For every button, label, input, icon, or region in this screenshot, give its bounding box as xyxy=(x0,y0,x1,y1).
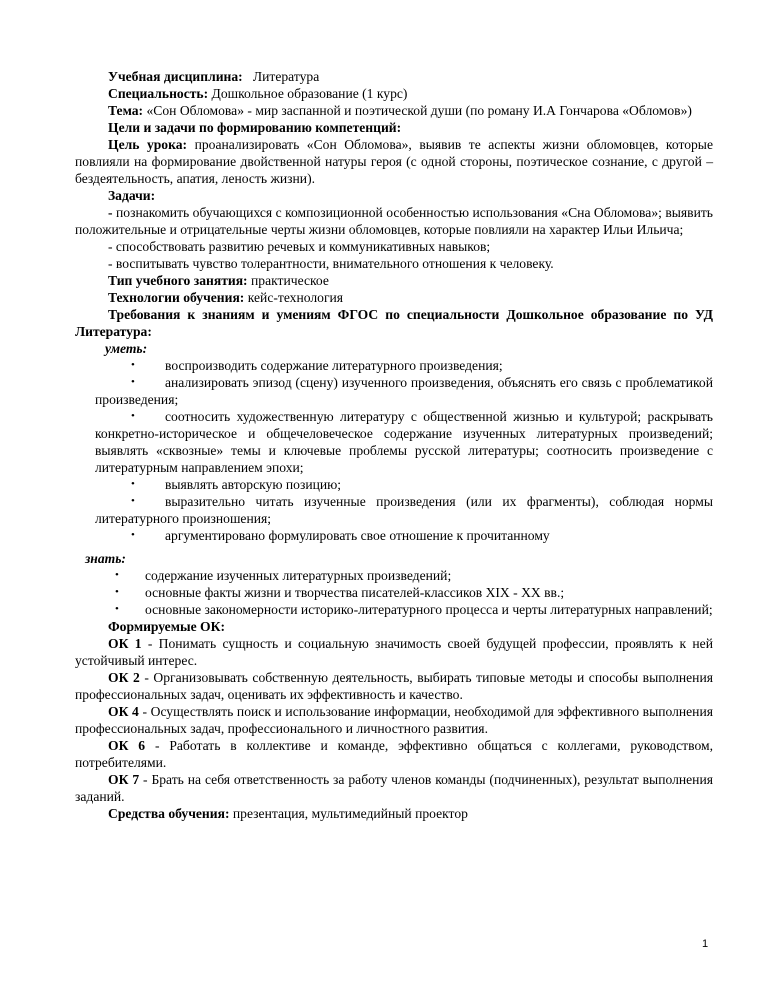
ok-heading: Формируемые ОК: xyxy=(108,619,225,634)
skills-list xyxy=(75,357,713,544)
knowledge-list xyxy=(75,567,713,618)
technology-line xyxy=(75,289,713,306)
goals-heading: Цели и задачи по формированию компетенций: xyxy=(108,120,402,135)
lesson-type-line xyxy=(75,272,713,289)
ok-code: ОК 1 xyxy=(108,636,142,651)
discipline-line xyxy=(75,68,713,85)
specialty-value: Дошкольное образование (1 курс) xyxy=(211,86,408,101)
ok-code: ОК 7 xyxy=(108,772,140,787)
ok-item xyxy=(75,635,713,669)
ok-text: - Брать на себя ответственность за работу членов команды (подчиненных), результат выполнения заданий. xyxy=(75,772,713,804)
means-line xyxy=(75,805,713,822)
task-item xyxy=(75,238,713,255)
skills-label: уметь: xyxy=(105,341,148,356)
list-item: • выразительно читать изученные произведения (или их фрагменты), соблюдая нормы литературного произношения; xyxy=(95,493,713,527)
discipline-label: Учебная дисциплина: xyxy=(108,69,243,84)
means-label: Средства обучения: xyxy=(108,806,230,821)
list-item: • анализировать эпизод (сцену) изученного произведения, объяснять его связь с проблематикой произведения; xyxy=(95,374,713,408)
document-page xyxy=(75,68,713,822)
ok-code: ОК 2 xyxy=(108,670,140,685)
discipline-value: Литература xyxy=(252,69,320,84)
list-item: • содержание изученных литературных произведений; xyxy=(77,567,713,584)
list-item: • воспроизводить содержание литературного произведения; xyxy=(95,357,713,374)
ok-text: - Организовывать собственную деятельность, выбирать типовые методы и способы выполнения профессиональных задач, оценивать их эффективность и качество. xyxy=(75,670,713,702)
task-dash: - xyxy=(108,205,113,220)
lesson-goal xyxy=(75,136,713,187)
topic-value: «Сон Обломова» - мир заспанной и поэтической души (по роману И.А Гончарова «Обломов») xyxy=(146,103,692,118)
lesson-goal-value: проанализировать «Сон Обломова», выявив те аспекты жизни обломовцев, которые повлияли на формирование двойственной натуры героя (с одной стороны, поэтическое сознание, с другой – бездеятельность, апатия, леность жизни). xyxy=(75,137,713,186)
task-text: познакомить обучающихся с композиционной особенностью использования «Сна Обломова»; выявить положительные и отрицательные черты жизни обломовцев, которые повлияли на характер Ильи Ильича; xyxy=(75,205,713,237)
task-text: - воспитывать чувство толерантности, внимательного отношения к человеку. xyxy=(108,256,554,271)
specialty-line xyxy=(75,85,713,102)
topic-label: Тема: xyxy=(108,103,144,118)
task-text: - способствовать развитию речевых и коммуникативных навыков; xyxy=(108,239,491,254)
knowledge-label: знать: xyxy=(85,551,126,566)
ok-code: ОК 4 xyxy=(108,704,139,719)
skills-section xyxy=(105,340,713,357)
technology-value: кейс-технология xyxy=(247,290,344,305)
means-value: презентация, мультимедийный проектор xyxy=(232,806,468,821)
fgos-heading: Требования к знаниям и умениям ФГОС по специальности Дошкольное образование по УД Литература: xyxy=(75,307,713,339)
task-item xyxy=(75,255,713,272)
lesson-goal-label: Цель урока: xyxy=(108,137,188,152)
list-item: • соотносить художественную литературу с общественной жизнью и культурой; раскрывать конкретно-историческое и общечеловеческое содержание изученных литературных произведений; выявлять «сквозные» темы и ключевые проблемы русской литературы; соотносить произведение с литературным направлением эпохи; xyxy=(95,408,713,476)
lesson-type-value: практическое xyxy=(251,273,329,288)
ok-code: ОК 6 xyxy=(108,738,146,753)
topic-line xyxy=(75,102,713,119)
ok-item xyxy=(75,703,713,737)
lesson-type-label: Тип учебного занятия: xyxy=(108,273,248,288)
technology-label: Технологии обучения: xyxy=(108,290,245,305)
task-item xyxy=(75,204,713,238)
ok-item xyxy=(75,771,713,805)
specialty-label: Специальность: xyxy=(108,86,209,101)
ok-text: - Осуществлять поиск и использование информации, необходимой для эффективного выполнения профессиональных задач, профессионального и личностного развития. xyxy=(75,704,713,736)
ok-text: - Работать в коллективе и команде, эффективно общаться с коллегами, руководством, потребителями. xyxy=(75,738,713,770)
list-item: • основные закономерности историко-литературного процесса и черты литературных направлений; xyxy=(77,601,713,618)
page-number: 1 xyxy=(702,938,709,950)
ok-item xyxy=(75,669,713,703)
tasks-heading: Задачи: xyxy=(108,188,156,203)
list-item: • аргументировано формулировать свое отношение к прочитанному xyxy=(95,527,713,544)
ok-item xyxy=(75,737,713,771)
list-item: • выявлять авторскую позицию; xyxy=(95,476,713,493)
list-item: • основные факты жизни и творчества писателей-классиков XIX - XX вв.; xyxy=(77,584,713,601)
knowledge-section xyxy=(85,550,713,567)
ok-text: - Понимать сущность и социальную значимость своей будущей профессии, проявлять к ней устойчивый интерес. xyxy=(75,636,713,668)
